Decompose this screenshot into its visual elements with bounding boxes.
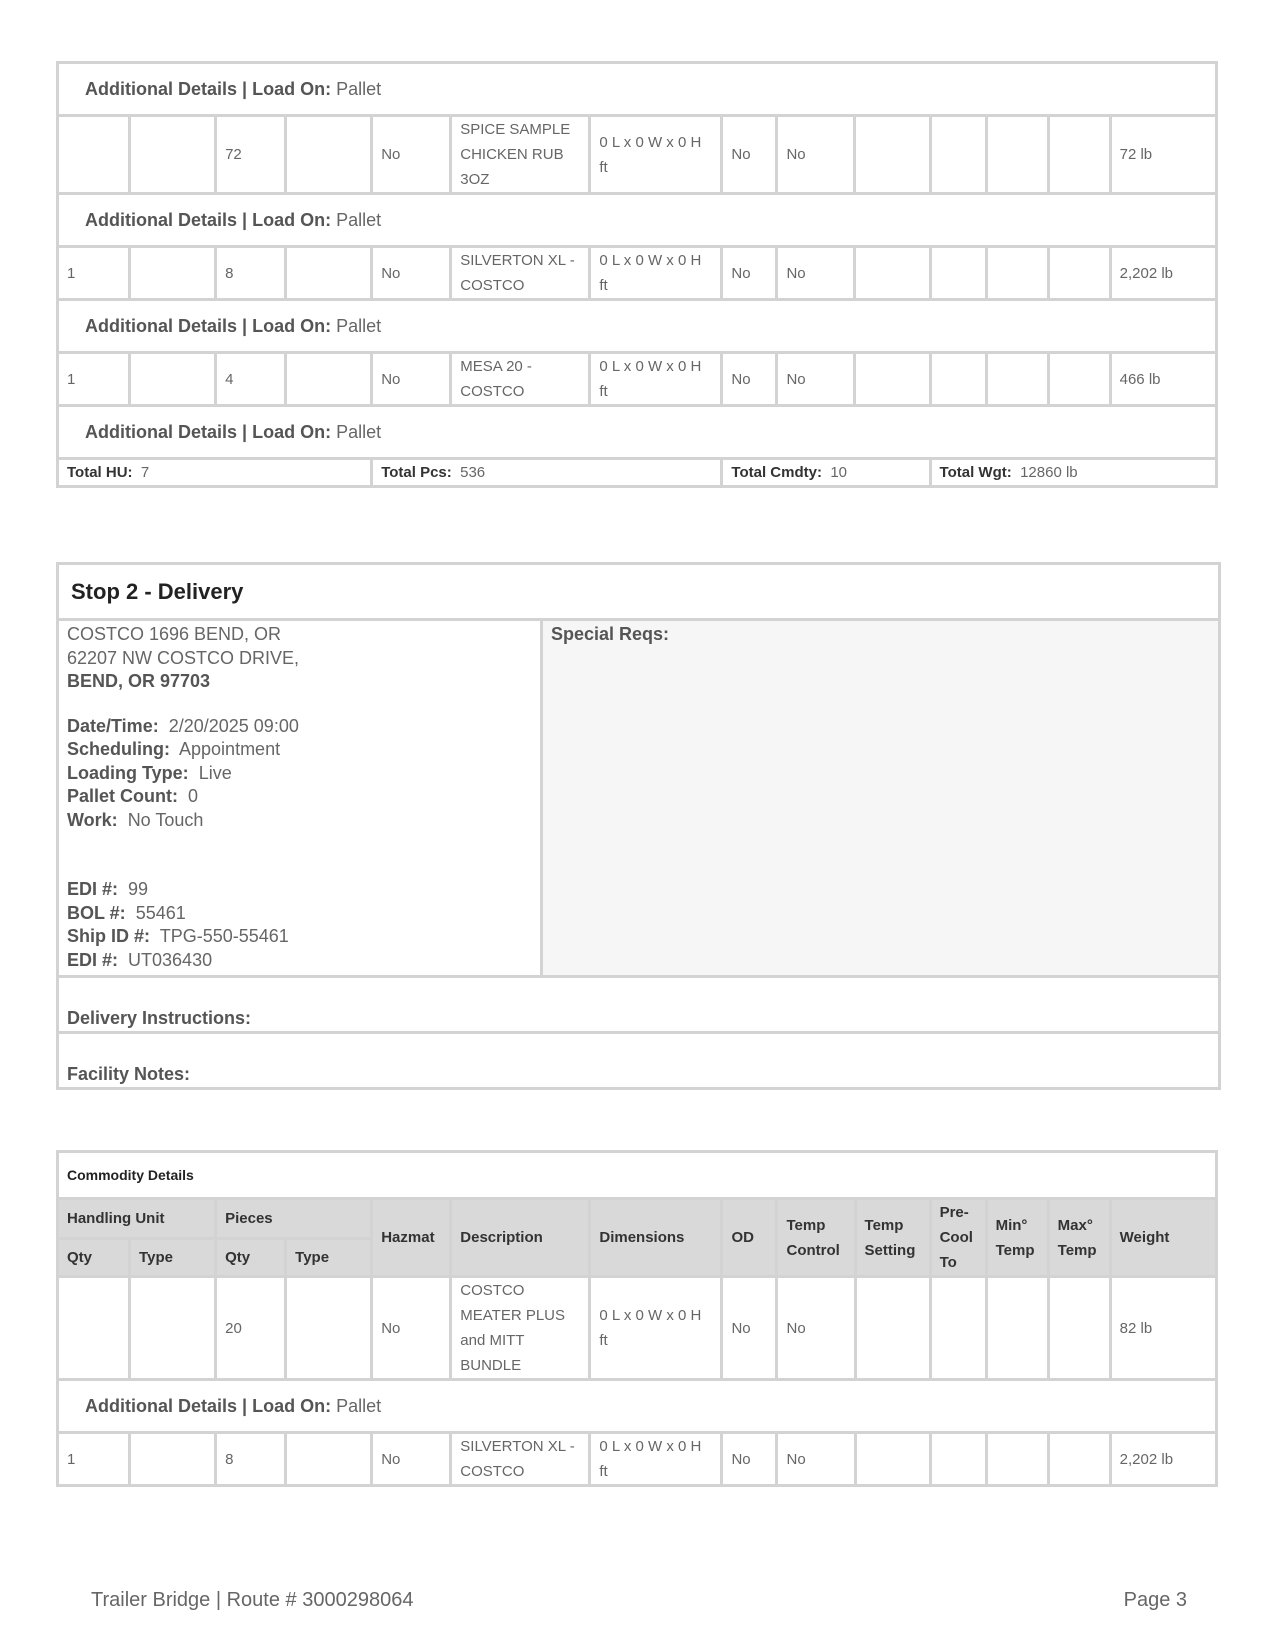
od-cell: No [722, 353, 777, 406]
hazmat-cell: No [372, 116, 451, 194]
min-temp-cell [986, 1277, 1048, 1380]
stop-title: Stop 2 - Delivery [58, 564, 1220, 620]
weight-cell: 466 lb [1110, 353, 1216, 406]
col-header-od: OD [722, 1199, 777, 1277]
description-cell: SILVERTON XL - COSTCO [451, 1433, 590, 1486]
col-header-max-temp: Max° Temp [1048, 1199, 1110, 1277]
col-header-weight: Weight [1110, 1199, 1216, 1277]
load-on-value: Pallet [336, 78, 382, 99]
temp-setting-cell [855, 353, 930, 406]
pcs-qty-cell: 4 [216, 353, 286, 406]
page-number: Page 3 [1123, 1589, 1187, 1611]
pcs-type-cell [286, 1433, 372, 1486]
temp-setting-cell [855, 247, 930, 300]
col-header-pcs-type: Type [286, 1239, 372, 1277]
od-cell: No [722, 1277, 777, 1380]
hu-type-cell [130, 353, 216, 406]
precool-cell [930, 1277, 986, 1380]
table-row [58, 1277, 1217, 1380]
col-header-precool: Pre-Cool To [930, 1199, 986, 1277]
weight-cell: 72 lb [1110, 116, 1216, 194]
min-temp-cell [986, 1433, 1048, 1486]
total-cmdty: Total Cmdty: 10 [722, 459, 930, 487]
bol-number: BOL #: 55461 [67, 902, 186, 923]
load-on-value: Pallet [336, 421, 382, 442]
col-header-temp-setting: Temp Setting [855, 1199, 930, 1277]
commodity-details-table [56, 1150, 1218, 1487]
max-temp-cell [1048, 1277, 1110, 1380]
precool-cell [930, 1433, 986, 1486]
dimensions-cell: 0 L x 0 W x 0 H ft [590, 247, 722, 300]
hazmat-cell: No [372, 247, 451, 300]
od-cell: No [722, 116, 777, 194]
od-cell: No [722, 247, 777, 300]
temp-control-cell: No [777, 353, 855, 406]
temp-control-cell: No [777, 1277, 855, 1380]
max-temp-cell [1048, 1433, 1110, 1486]
col-header-hu-type: Type [130, 1239, 216, 1277]
col-header-min-temp: Min° Temp [986, 1199, 1048, 1277]
hu-type-cell [130, 1277, 216, 1380]
dimensions-cell: 0 L x 0 W x 0 H ft [590, 1433, 722, 1486]
precool-cell [930, 116, 986, 194]
dimensions-cell: 0 L x 0 W x 0 H ft [590, 116, 722, 194]
temp-setting-cell [855, 1433, 930, 1486]
footer-route: Trailer Bridge | Route # 3000298064 [91, 1589, 414, 1611]
table-row [58, 353, 1217, 406]
commodity-details-title: Commodity Details [58, 1152, 1217, 1199]
additional-details-row: Additional Details | Load On: Pallet [58, 1380, 1217, 1433]
edi-number: EDI #: UT036430 [67, 949, 213, 970]
weight-cell: 82 lb [1110, 1277, 1216, 1380]
temp-control-cell: No [777, 1433, 855, 1486]
min-temp-cell [986, 116, 1048, 194]
col-header-pcs-qty: Qty [216, 1239, 286, 1277]
pcs-type-cell [286, 353, 372, 406]
max-temp-cell [1048, 116, 1110, 194]
max-temp-cell [1048, 247, 1110, 300]
pcs-qty-cell: 8 [216, 1433, 286, 1486]
pcs-type-cell [286, 116, 372, 194]
dimensions-cell: 0 L x 0 W x 0 H ft [590, 353, 722, 406]
col-header-pieces: Pieces [216, 1199, 372, 1239]
load-on-value: Pallet [336, 315, 382, 336]
col-header-hu-qty: Qty [58, 1239, 130, 1277]
hu-type-cell [130, 116, 216, 194]
hazmat-cell: No [372, 1277, 451, 1380]
hu-qty-cell [58, 116, 130, 194]
temp-setting-cell [855, 1277, 930, 1380]
special-reqs-label: Special Reqs: [551, 624, 670, 644]
col-header-dimensions: Dimensions [590, 1199, 722, 1277]
table-row [58, 116, 1217, 194]
city-state-zip: BEND, OR 97703 [67, 671, 211, 691]
hazmat-cell: No [372, 1433, 451, 1486]
temp-control-cell: No [777, 116, 855, 194]
hu-qty-cell: 1 [58, 353, 130, 406]
hu-qty-cell [58, 1277, 130, 1380]
street-address: 62207 NW COSTCO DRIVE, [67, 647, 300, 668]
facility-name: COSTCO 1696 BEND, OR [67, 624, 282, 644]
hu-qty-cell: 1 [58, 247, 130, 300]
stop-details-table [56, 562, 1221, 1090]
min-temp-cell [986, 353, 1048, 406]
additional-details-row: Additional Details | Load On: Pallet [58, 406, 1217, 459]
work: Work: No Touch [67, 809, 204, 830]
pcs-qty-cell: 8 [216, 247, 286, 300]
precool-cell [930, 247, 986, 300]
col-header-handling-unit: Handling Unit [58, 1199, 216, 1239]
additional-details-row: Additional Details | Load On: Pallet [58, 194, 1217, 247]
od-cell: No [722, 1433, 777, 1486]
delivery-instructions: Delivery Instructions: [58, 977, 1220, 1033]
precool-cell [930, 353, 986, 406]
commodity-continuation-table [56, 61, 1218, 488]
table-row [58, 247, 1217, 300]
additional-details-row: Additional Details | Load On: Pallet [58, 300, 1217, 353]
min-temp-cell [986, 247, 1048, 300]
table-row [58, 1433, 1217, 1486]
hazmat-cell: No [372, 353, 451, 406]
col-header-temp-control: Temp Control [777, 1199, 855, 1277]
temp-setting-cell [855, 116, 930, 194]
load-on-value: Pallet [336, 209, 382, 230]
additional-details-row: Additional Details | Load On: Pallet [58, 63, 1217, 116]
pcs-qty-cell: 20 [216, 1277, 286, 1380]
stop-address-block [58, 620, 542, 977]
total-wgt: Total Wgt: 12860 lb [930, 459, 1216, 487]
load-on-value: Pallet [336, 1395, 382, 1416]
total-hu: Total HU: 7 [58, 459, 372, 487]
weight-cell: 2,202 lb [1110, 1433, 1216, 1486]
max-temp-cell [1048, 353, 1110, 406]
pcs-qty-cell: 72 [216, 116, 286, 194]
facility-notes: Facility Notes: [58, 1033, 1220, 1089]
weight-cell: 2,202 lb [1110, 247, 1216, 300]
loading-type: Loading Type: Live [67, 762, 232, 783]
col-header-hazmat: Hazmat [372, 1199, 451, 1277]
hu-qty-cell: 1 [58, 1433, 130, 1486]
special-reqs-panel [542, 620, 1220, 977]
hu-type-cell [130, 247, 216, 300]
total-pcs: Total Pcs: 536 [372, 459, 722, 487]
date-time: Date/Time: 2/20/2025 09:00 [67, 715, 299, 736]
pcs-type-cell [286, 1277, 372, 1380]
pallet-count: Pallet Count: 0 [67, 786, 199, 806]
ship-id: Ship ID #: TPG-550-55461 [67, 926, 289, 946]
description-cell: SILVERTON XL - COSTCO [451, 247, 590, 300]
dimensions-cell: 0 L x 0 W x 0 H ft [590, 1277, 722, 1380]
temp-control-cell: No [777, 247, 855, 300]
scheduling: Scheduling: Appointment [67, 739, 281, 759]
description-cell: COSTCO MEATER PLUS and MITT BUNDLE [451, 1277, 590, 1380]
description-cell: SPICE SAMPLE CHICKEN RUB 3OZ [451, 116, 590, 194]
edi-number: EDI #: 99 [67, 879, 149, 899]
hu-type-cell [130, 1433, 216, 1486]
description-cell: MESA 20 - COSTCO [451, 353, 590, 406]
pcs-type-cell [286, 247, 372, 300]
col-header-description: Description [451, 1199, 590, 1277]
totals-row [58, 459, 1217, 487]
